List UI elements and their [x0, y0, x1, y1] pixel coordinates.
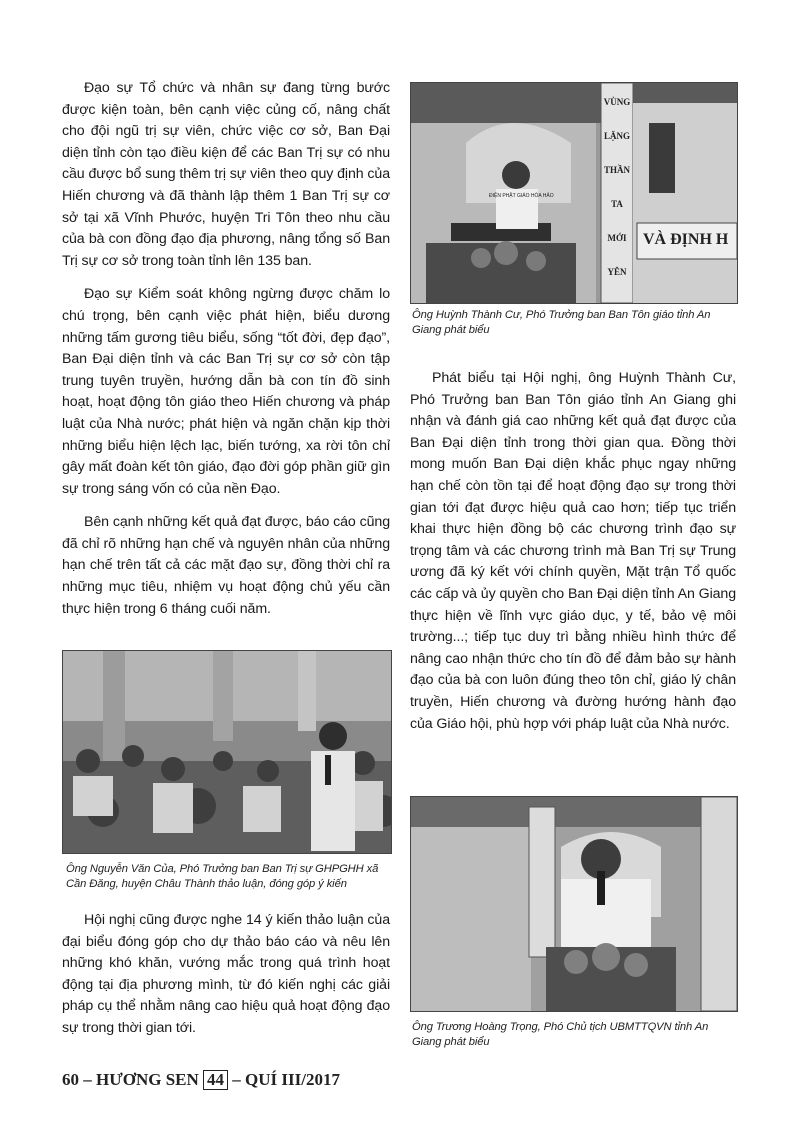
speaker-cu-photo [410, 82, 738, 304]
top-photo-banner: VÙNG LẶNG THẦN TA MỚI YÊN [603, 97, 631, 277]
audience-photo-caption: Ông Nguyễn Văn Của, Phó Trưởng ban Ban Trị sự GHPGHH xã Cần Đăng, huyện Châu Thành thảo luận, đóng góp ý kiến [66, 863, 379, 890]
speaker-trong-caption: Ông Trương Hoàng Trọng, Phó Chủ tịch UBMTTQVN tỉnh An Giang phát biểu [412, 1021, 709, 1048]
paragraph-speech-summary: Phát biểu tại Hội nghị, ông Huỳnh Thành Cư, Phó Trưởng ban Ban Tôn giáo tỉnh An Giang ghi nhận và đánh giá cao những kết quả đạt được của Ban Đại diện tỉnh trong thời gian qua. Đồng thời mong muốn Ban Đại diện khắc phục ngay những hạn chế còn tồn tại để hoạt động đạo sự trong thời gian tới đạt được hiệu quả cao hơn; tiếp tục triển khai thực hiện đồng bộ các chương trình đạo sự trọng tâm và các chương trình mà Ban Trị sự Trung ương đã ký kết với chính quyền, Mặt trận Tổ quốc các cấp và ủy quyền cho Ban Đại diện tỉnh An Giang thực hiện về lĩnh vực giáo dục, y tế, bảo vệ môi trường...; tiếp tục duy trì bằng nhiều hình thức để nâng cao nhận thức cho tín đồ để đảm bảo sự hành đạo của bà con luôn đúng theo tôn chỉ, giáo lý chân truyền, Hiến chương và đường hướng hành đạo của Giáo hội, phù hợp với pháp luật của Nhà nước. [410, 370, 736, 732]
paragraph-organization: Đạo sự Tổ chức và nhân sự đang từng bước được kiện toàn, bên cạnh việc củng cố, nâng chất cho đội ngũ trị sự viên, chức việc cơ sở, Ban Đại diện tỉnh còn tạo điều kiện để các Ban Trị sự có nhu cầu được bổ sung thêm trị sự viên theo quy định của Hiến chương và đã thành lập thêm 1 Ban Trị sự cơ sở tại xã Vĩnh Phước, huyện Tri Tôn theo nhu cầu của bà con đồng đạo địa phương, nâng tổng số Ban Trị sự cơ sở trong toàn tỉnh lên 135 ban. [62, 80, 390, 269]
issue-number: 44 [203, 1070, 228, 1090]
speaker-cu-caption: Ông Huỳnh Thành Cư, Phó Trưởng ban Ban Tôn giáo tỉnh An Giang phát biểu [412, 309, 711, 336]
left-column-text [62, 78, 390, 632]
paragraph-inspection: Đạo sự Kiểm soát không ngừng được chăm lo chú trọng, bên cạnh việc phát hiện, biểu dương những tấm gương tiêu biểu, sống “tốt đời, đẹp đạo”, Ban Đại diện tỉnh và các Ban Trị sự cơ sở còn tập trung tuyên truyền, hướng dẫn bà con tín đồ sinh hoạt, hoạt động tôn giáo theo Hiến chương và pháp luật của Nhà nước; phát hiện và ngăn chặn kịp thời những biểu hiện lệch lạc, biến tướng, xa rời tôn chỉ gây mất đoàn kết tôn giáo, đạo đời góp phần giữ gìn sự trong sáng vốn có của nền Đạo. [62, 286, 390, 497]
issue-quarter: QUÍ III/2017 [245, 1070, 340, 1089]
top-photo-sign: VÀ ĐỊNH H [643, 231, 729, 248]
page-footer [62, 1070, 340, 1090]
footer-dash: – [232, 1070, 241, 1089]
left-column-closing [62, 910, 390, 1052]
paragraph-limitations: Bên cạnh những kết quả đạt được, báo cáo cũng đã chỉ rõ những hạn chế và nguyên nhân của những hạn chế trên tất cả các mặt đạo sự, đồng thời chỉ ra những mục tiêu, nhiệm vụ hoạt động chủ yếu cần thực hiện trong 6 tháng cuối năm. [62, 514, 390, 617]
page-number: 60 [62, 1070, 79, 1089]
speaker-trong-photo [410, 796, 738, 1012]
footer-dash: – [83, 1070, 92, 1089]
top-photo-podium-text: ĐIỆN PHẬT GIÁO HÒA HẢO [489, 193, 554, 199]
magazine-name: HƯƠNG SEN [96, 1070, 199, 1089]
paragraph-conference-feedback: Hội nghị cũng được nghe 14 ý kiến thảo luận của đại biểu đóng góp cho dự thảo báo cáo và nêu lên những khó khăn, vướng mắc trong quá trình hoạt động tại địa phương mình, từ đó kiến nghị các giải pháp cụ thể nhằm nâng cao hiệu quả hoạt động đạo sự trong thời gian tới. [62, 912, 390, 1036]
right-column-text [410, 368, 736, 747]
audience-discussion-photo [62, 650, 392, 854]
